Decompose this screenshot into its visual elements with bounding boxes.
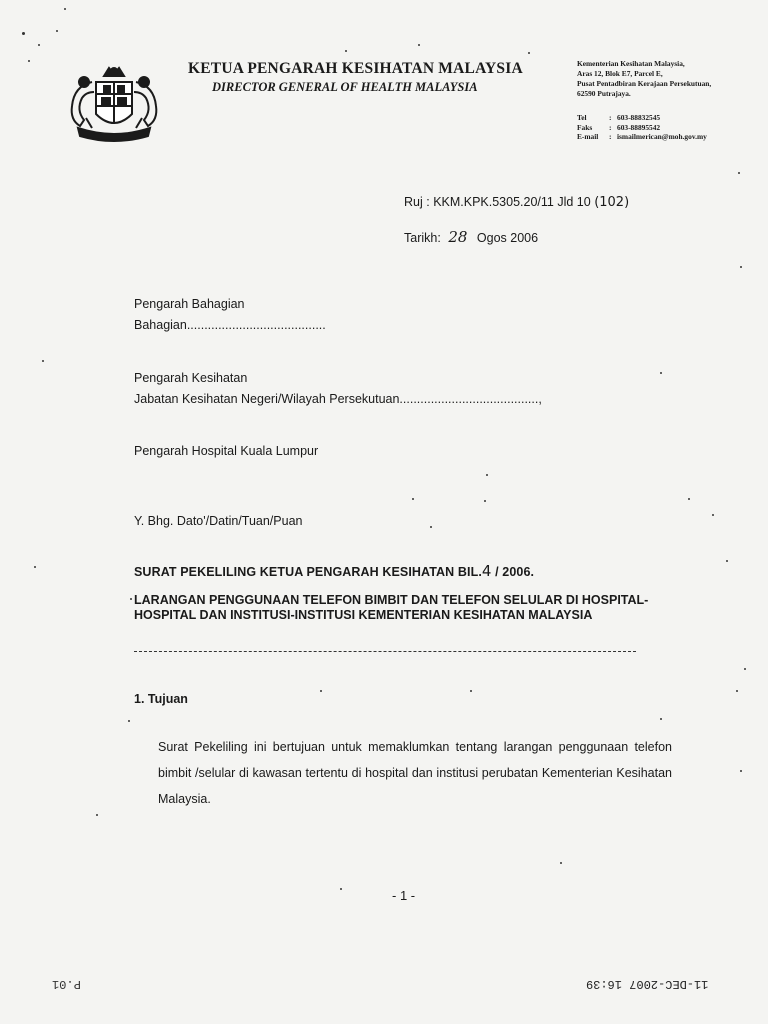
salutation: Y. Bhg. Dato'/Datin/Tuan/Puan: [134, 514, 303, 528]
circular-suffix: / 2006.: [495, 565, 535, 579]
address-line: Kementerian Kesihatan Malaysia,: [577, 59, 685, 68]
fax-footer-right: 11-DEC-2007 16:39: [586, 977, 709, 991]
malaysia-coat-of-arms-icon: [64, 62, 164, 148]
circular-heading: [134, 562, 534, 580]
recipient-block: [134, 294, 326, 336]
address-line: Aras 12, Blok E7, Parcel E,: [577, 69, 663, 78]
subject-heading: LARANGAN PENGGUNAAN TELEFON BIMBIT DAN TELEFON SELULAR DI HOSPITAL- HOSPITAL DAN INSTITUSI-INSTITUSI KEMENTERIAN KESIHATAN MALAYSIA: [134, 593, 649, 622]
fax-page-marker: P.01: [52, 977, 81, 991]
reference-line: [404, 195, 629, 210]
circular-prefix: SURAT PEKELILING KETUA PENGARAH KESIHATAN BIL.: [134, 565, 482, 579]
address-line: Pusat Pentadbiran Kerajaan Persekutuan,: [577, 79, 712, 88]
fax-footer-left: [52, 977, 81, 991]
recipient-line: Pengarah Kesihatan: [134, 371, 248, 385]
contact-value: 603-88895542: [617, 122, 661, 132]
reference-label: Ruj :: [404, 195, 430, 209]
contact-row-fax: Faks : 603-88895542: [577, 122, 661, 132]
letterhead-title: KETUA PENGARAH KESIHATAN MALAYSIA: [188, 60, 523, 77]
letterhead-address: [577, 59, 757, 99]
recipient-block: [134, 441, 318, 462]
page-number: - 1 -: [392, 888, 416, 903]
date-line: [404, 228, 538, 246]
divider-line: [134, 651, 636, 652]
reference-value: KKM.KPK.5305.20/11 Jld 10: [433, 195, 591, 209]
recipient-line: Pengarah Hospital Kuala Lumpur: [134, 444, 319, 458]
contact-row-email: E-mail : ismailmerican@moh.gov.my: [577, 132, 707, 141]
letterhead-subtitle: DIRECTOR GENERAL OF HEALTH MALAYSIA: [212, 80, 478, 94]
contact-label: E-mail: [577, 132, 599, 141]
recipient-block: [134, 368, 542, 410]
letterhead-contacts: [577, 113, 757, 142]
date-month-year: Ogos 2006: [476, 231, 539, 245]
address-line: 62590 Putrajaya.: [577, 89, 631, 98]
contact-value: ismailmerican@moh.gov.my: [617, 132, 707, 141]
contact-value: 603-88832545: [617, 113, 661, 122]
date-day-handwritten: 28: [448, 228, 468, 246]
contact-row-tel: Tel : 603-88832545: [577, 113, 661, 122]
recipient-line: Jabatan Kesihatan Negeri/Wilayah Persekutuan........................................,: [134, 392, 542, 406]
section-body: Surat Pekeliling ini bertujuan untuk memaklumkan tentang larangan penggunaan telefon bimbit /selular di kawasan tertentu di hospital dan institusi perubatan Kementerian Kesihatan Malaysia.: [158, 740, 672, 806]
circular-number-handwritten: 4: [481, 562, 492, 580]
bleed-through-text: [100, 140, 700, 790]
recipient-line: Bahagian........................................: [134, 318, 326, 332]
date-label: Tarikh:: [404, 231, 441, 245]
recipient-line: Pengarah Bahagian: [134, 297, 245, 311]
section-title: 1. Tujuan: [134, 692, 188, 706]
contact-label: Tel: [577, 113, 587, 122]
reference-handwritten: (102): [594, 195, 630, 210]
contact-label: Faks: [577, 122, 593, 132]
